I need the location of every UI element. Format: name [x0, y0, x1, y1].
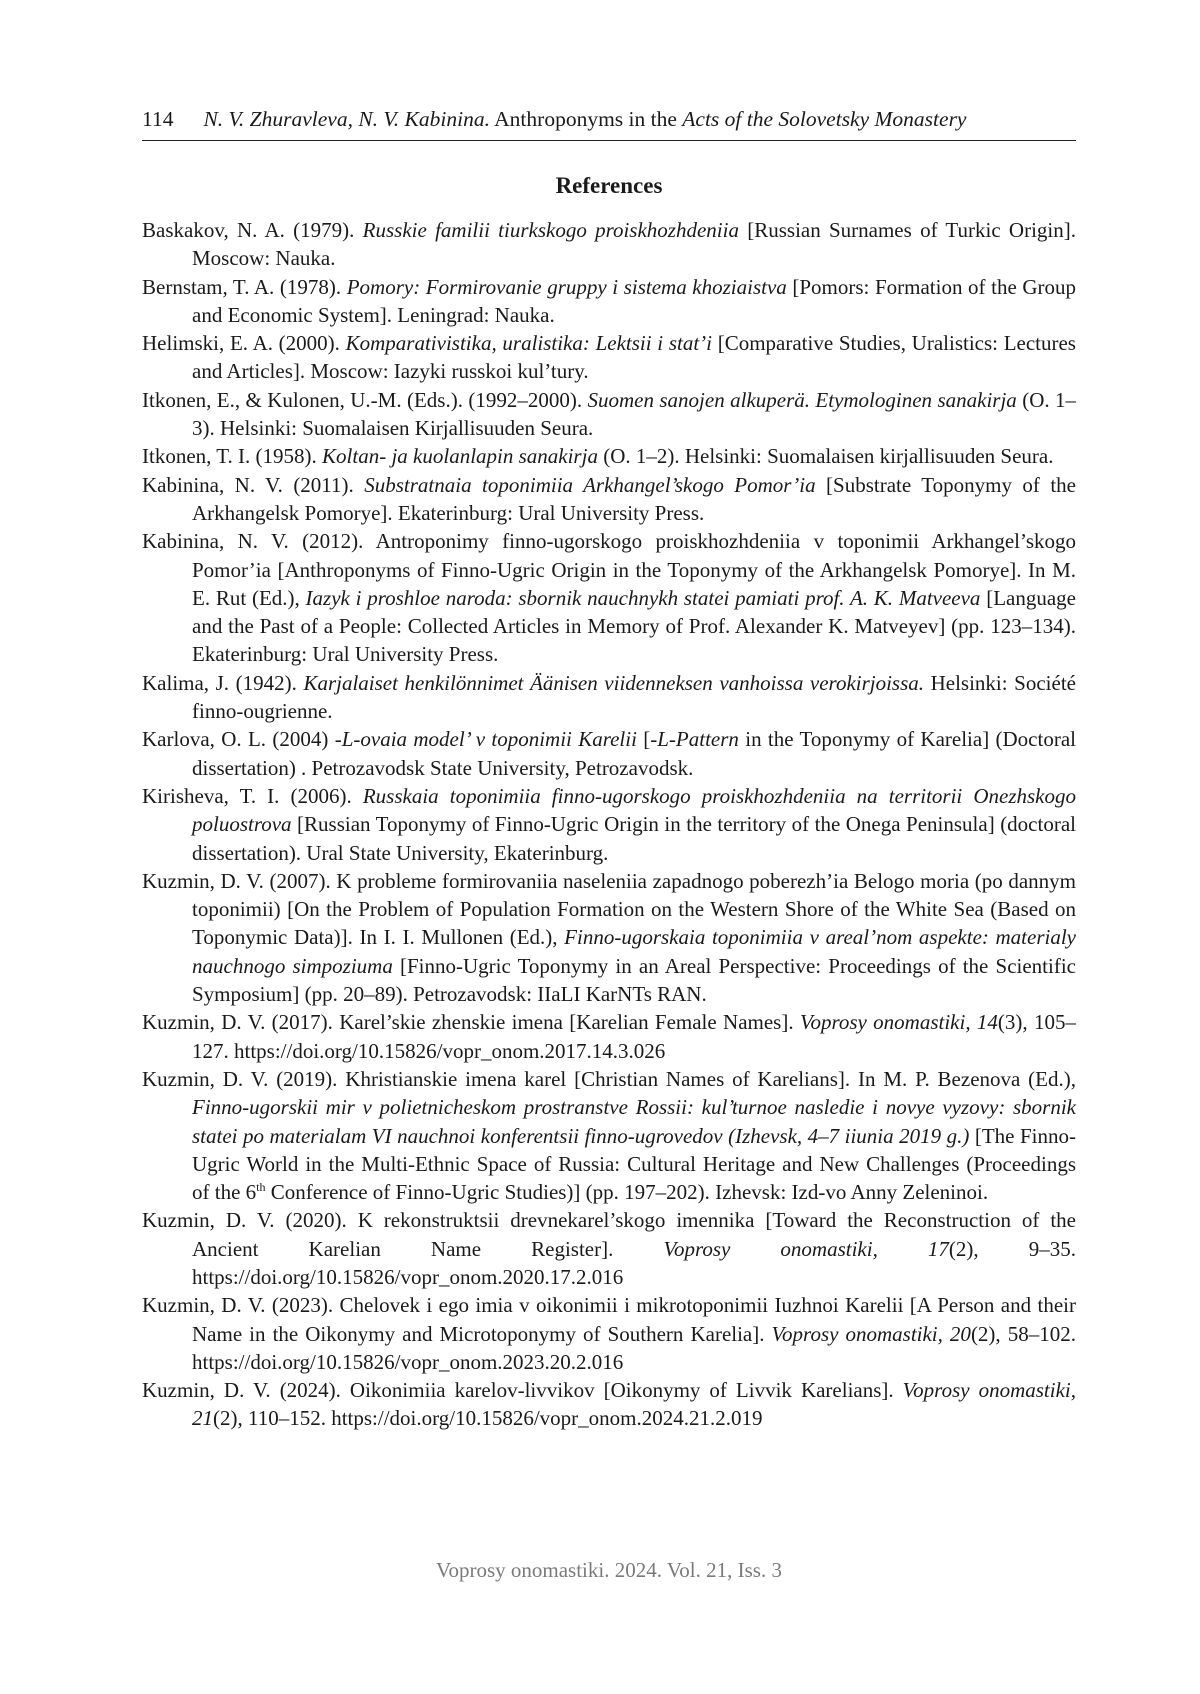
reference-title: Voprosy onomastiki, 20	[771, 1321, 971, 1346]
reference-list	[142, 216, 1076, 1433]
reference-title: Iazyk i proshloe naroda: sbornik nauchnykh statei pamiati prof. A. K. Matveeva	[305, 585, 981, 610]
reference-entry	[142, 669, 1076, 726]
reference-text: [Language and the Past of a People: Collected Articles in Memory of Prof. Alexander K. Matveyev] (pp. 123–134). Ekaterinburg: Ural University Press.	[192, 585, 1076, 667]
reference-text: Kabinina, N. V. (2011).	[142, 472, 365, 497]
reference-text: (O. 1–2). Helsinki: Suomalaisen kirjallisuuden Seura.	[597, 444, 1054, 469]
reference-entry	[142, 1291, 1076, 1376]
reference-entry	[142, 527, 1076, 668]
reference-text: Bernstam, T. A. (1978).	[142, 274, 347, 299]
reference-text: Kuzmin, D. V. (2017). Karel’skie zhenskie imena [Karelian Female Names].	[142, 1010, 800, 1035]
reference-title: Russkie familii tiurkskogo proiskhozhdeniia	[362, 218, 739, 242]
header-rule	[142, 140, 1076, 141]
reference-entry	[142, 471, 1076, 528]
reference-title: Koltan- ja kuolanlapin sanakirja	[322, 444, 598, 469]
reference-entry	[142, 1206, 1076, 1291]
reference-entry	[142, 386, 1076, 443]
reference-title: Finno-ugorskaia toponimiia v areal’nom aspekte: materialy nauchnogo simpoziuma	[192, 925, 1077, 978]
reference-text: Karlova, O. L. (2004)	[142, 727, 335, 752]
reference-text: (2), 110–152. https://doi.org/10.15826/vopr_onom.2024.21.2.019	[213, 1406, 763, 1431]
section-title: References	[555, 173, 663, 198]
reference-entry	[142, 442, 1076, 470]
reference-text: Kuzmin, D. V. (2019). Khristianskie imena karel [Christian Names of Karelians]. In M. P. Bezenova (Ed.),	[142, 1066, 1076, 1091]
running-head	[142, 104, 1076, 134]
reference-entry	[142, 782, 1076, 867]
reference-text: (2), 58–102. https://doi.org/10.15826/vopr_onom.2023.20.2.016	[192, 1321, 1076, 1374]
reference-title: Karjalaiset henkilönnimet Äänisen viidenneksen vanhoissa verokirjoissa.	[303, 670, 925, 695]
reference-title: Suomen sanojen alkuperä. Etymologinen sanakirja	[587, 387, 1017, 412]
reference-text: [Pomors: Formation of the Group and Economic System]. Leningrad: Nauka.	[192, 274, 1076, 327]
reference-text: (3), 105–127. https://doi.org/10.15826/vopr_onom.2017.14.3.026	[192, 1010, 1076, 1063]
reference-text: Kabinina, N. V. (2012). Antroponimy finno-ugorskogo proiskhozhdeniia v toponimii Arkhangel’skogo Pomor’ia [Anthroponyms of Finno-Ugric Origin in the Toponymy of the Arkhangelsk Pomorye]. In M. E. Rut (Ed.),	[142, 529, 1076, 610]
reference-text: Kalima, J. (1942).	[142, 670, 304, 695]
reference-entry	[142, 216, 1076, 273]
page-number: 114	[142, 107, 174, 131]
reference-text: [Finno-Ugric Toponymy in an Areal Perspective: Proceedings of the Scientific Symposium] (pp. 20–89). Petrozavodsk: IIaLI KarNTs RAN.	[192, 953, 1077, 1007]
reference-title: L-Pattern	[657, 727, 739, 752]
reference-text: Helsinki: Société finno-ougrienne.	[192, 670, 1076, 724]
reference-title: Voprosy onomastiki, 21	[192, 1378, 1076, 1431]
running-head-title: Anthroponyms in the	[494, 107, 677, 131]
running-head-title-italic: Acts of the Solovetsky Monastery	[682, 107, 967, 131]
reference-text: [Russian Surnames of Turkic Origin]. Moscow: Nauka.	[192, 218, 1077, 271]
reference-title: Voprosy onomastiki, 14	[799, 1010, 998, 1035]
reference-title: Finno-ugorskii mir v polietnicheskom prostranstve Rossii: kul’turnoe nasledie i novye vyzovy: sbornik statei po materialam VI nauchnoi konferentsii finno-ugrovedov (Izhevsk, 4–7 iiunia 2019 g.)	[192, 1095, 1076, 1148]
reference-text: Kuzmin, D. V. (2024). Oikonimiia karelov-livvikov [Oikonymy of Livvik Karelians].	[142, 1378, 903, 1403]
reference-text: [Comparative Studies, Uralistics: Lectures and Articles]. Moscow: Iazyki russkoi kul’tury.	[192, 331, 1076, 384]
reference-text: (O. 1–3). Helsinki: Suomalaisen Kirjallisuuden Seura.	[192, 387, 1077, 441]
reference-entry	[142, 1376, 1076, 1433]
reference-text: Kirisheva, T. I. (2006).	[142, 783, 363, 808]
reference-text: Kuzmin, D. V. (2007). K probleme formirovaniia naseleniia zapadnogo poberezh’ia Belogo moria (po dannym toponimii) [On the Problem of Population Formation on the Western Shore of the White Sea (Based on Toponymic Data)]. In I. I. Mullonen (Ed.),	[142, 868, 1076, 950]
reference-title: Komparativistika, uralistika: Lektsii i stat’i	[345, 331, 713, 356]
reference-entry	[142, 725, 1076, 782]
reference-text: Itkonen, T. I. (1958).	[142, 444, 323, 469]
reference-text: Kuzmin, D. V. (2023). Chelovek i ego imia v oikonimii i mikrotoponimii Iuzhnoi Karelii [A Person and their Name in the Oikonymy and Microtoponymy of Southern Karelia].	[142, 1293, 1076, 1346]
reference-title: -L-ovaia model’ v toponimii Karelii	[334, 727, 637, 752]
journal-footer: Voprosy onomastiki. 2024. Vol. 21, Iss. 3	[436, 1558, 782, 1582]
reference-text: [-	[636, 727, 658, 752]
reference-text: [Substrate Toponymy of the Arkhangelsk Pomorye]. Ekaterinburg: Ural University Press.	[192, 472, 1077, 525]
reference-entry	[142, 1065, 1076, 1206]
reference-title: Substratnaia toponimiia Arkhangel’skogo Pomor’ia	[364, 472, 816, 497]
reference-text: (2), 9–35. https://doi.org/10.15826/vopr_onom.2020.17.2.016	[192, 1236, 1076, 1289]
reference-text: Itkonen, E., & Kulonen, U.-M. (Eds.). (1992–2000).	[142, 387, 588, 412]
reference-entry	[142, 867, 1076, 1008]
reference-text: [Russian Toponymy of Finno-Ugric Origin in the territory of the Onega Peninsula] (doctoral dissertation). Ural State University, Ekaterinburg.	[192, 812, 1076, 865]
reference-entry	[142, 329, 1076, 386]
reference-entry	[142, 1008, 1076, 1065]
reference-text: in the Toponymy of Karelia] (Doctoral dissertation) . Petrozavodsk State University, Petrozavodsk.	[192, 727, 1076, 780]
reference-text: Baskakov, N. A. (1979).	[142, 218, 363, 242]
reference-text: Helimski, E. A. (2000).	[142, 331, 346, 356]
running-head-authors: N. V. Zhuravleva, N. V. Kabinina.	[203, 107, 490, 131]
reference-title: Russkaia toponimiia finno-ugorskogo proiskhozhdeniia na territorii Onezhskogo poluostrova	[192, 783, 1076, 837]
reference-entry	[142, 273, 1076, 330]
reference-title: Pomory: Formirovanie gruppy i sistema khoziaistva	[346, 274, 787, 299]
reference-title: Voprosy onomastiki, 17	[663, 1236, 949, 1261]
reference-text: Kuzmin, D. V. (2020). K rekonstruktsii drevnekarel’skogo imennika [Toward the Reconstruction of the Ancient Karelian Name Register].	[142, 1208, 1076, 1261]
superscript: th	[256, 1180, 266, 1195]
reference-text: [The Finno-Ugric World in the Multi-Ethnic Space of Russia: Cultural Heritage and New Challenges (Proceedings of the 6	[192, 1123, 1076, 1205]
reference-text: Conference of Finno-Ugric Studies)] (pp. 197–202). Izhevsk: Izd-vo Anny Zeleninoi.	[265, 1180, 989, 1205]
